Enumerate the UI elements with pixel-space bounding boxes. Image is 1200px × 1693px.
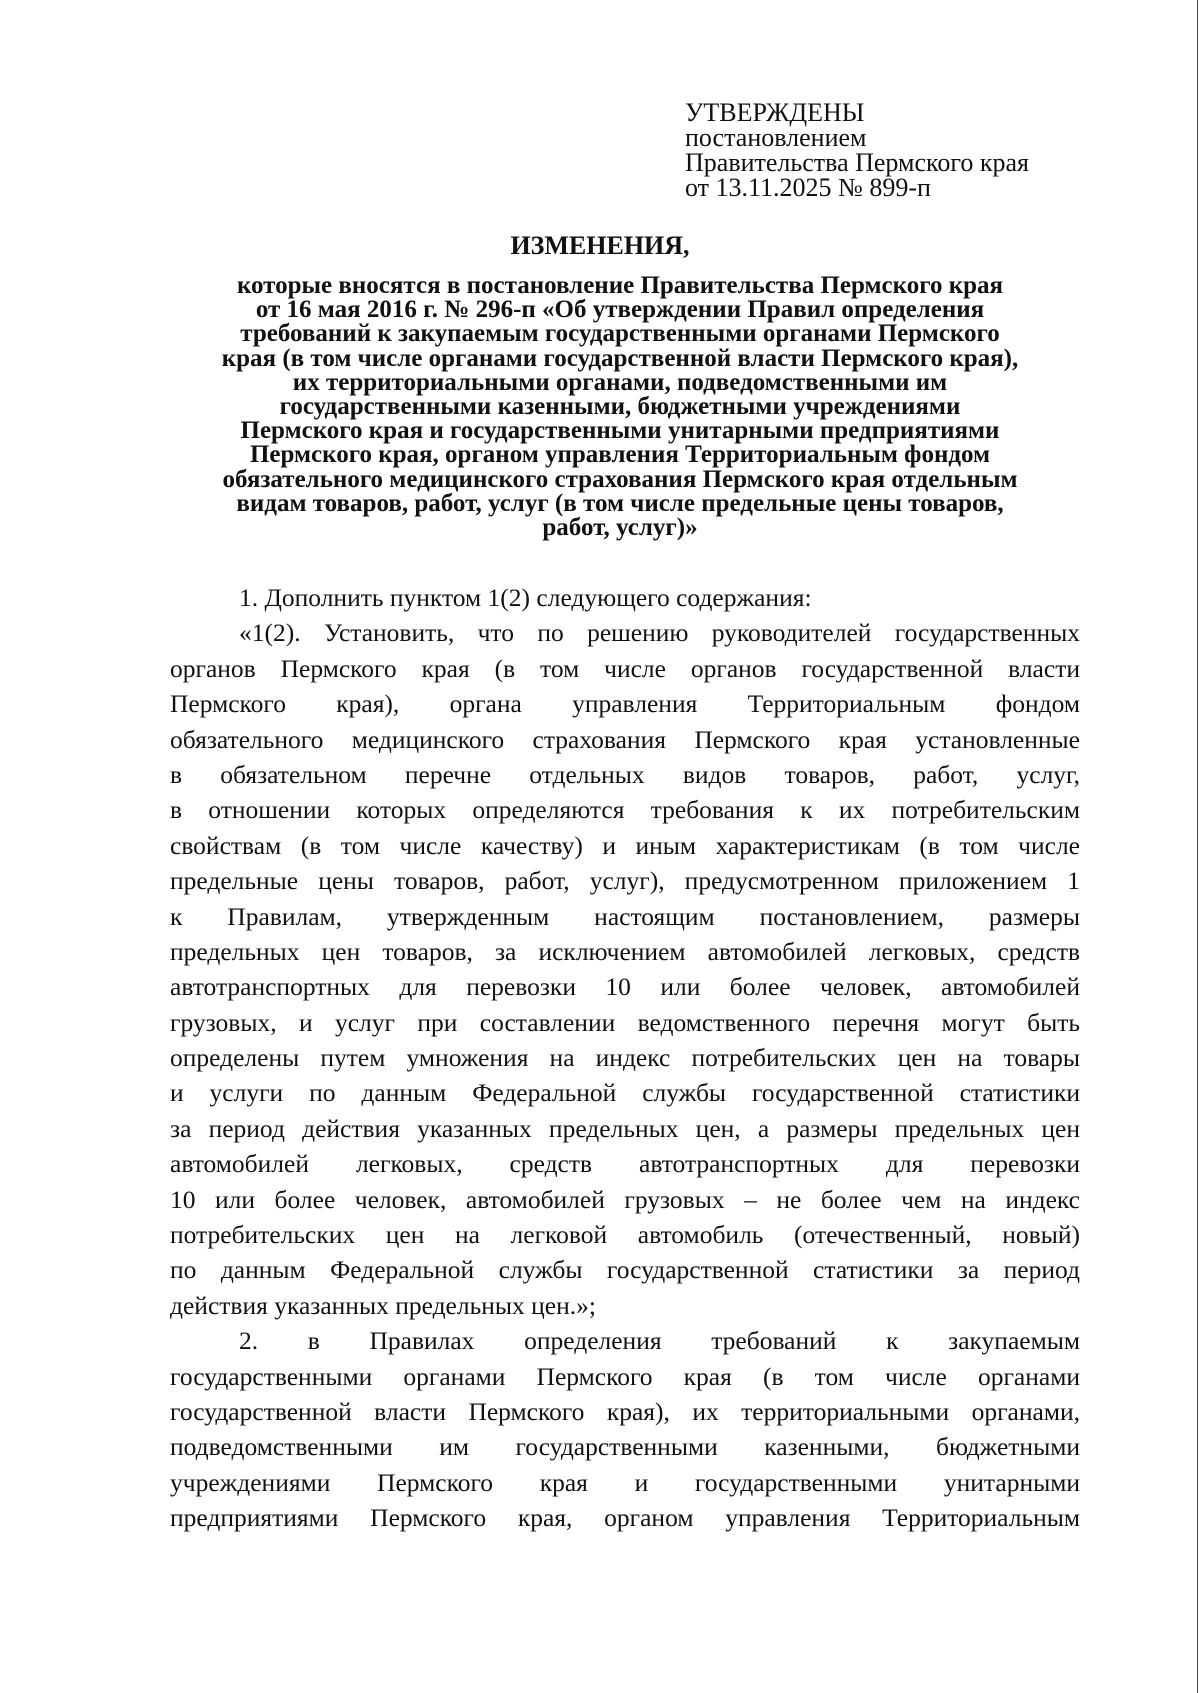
subtitle-line: обязательного медицинского страхования Пермского края отдельным: [222, 465, 1018, 493]
body-line: действия указанных предельных цен.»;: [170, 1290, 596, 1320]
body-line: по данным Федеральной службы государственной статистики за период: [170, 1255, 1080, 1285]
document-body: [170, 580, 1080, 1536]
body-line: автомобилей легковых, средств автотранспортных для перевозки: [170, 1149, 1080, 1179]
body-line: и услуги по данным Федеральной службы государственной статистики: [170, 1078, 1080, 1108]
body-line: свойствам (в том числе качеству) и иным характеристикам (в том числе: [170, 830, 1080, 860]
subtitle-line: их территориальными органами, подведомственными им: [292, 368, 948, 396]
subtitle-line: от 16 мая 2016 г. № 296-п «Об утверждении Правил определения: [255, 296, 985, 324]
body-line: предельных цен товаров, за исключением автомобилей легковых, средств: [170, 936, 1080, 966]
subtitle-line: работ, услуг)»: [542, 514, 698, 542]
body-line: в отношении которых определяются требования к их потребительским: [170, 795, 1080, 825]
subtitle-line: Пермского края, органом управления Территориальным фондом: [249, 441, 991, 469]
body-line: учреждениями Пермского края и государственными унитарными: [170, 1467, 1080, 1497]
body-line: государственными органами Пермского края (в том числе органами: [170, 1361, 1080, 1391]
body-line: в обязательном перечне отдельных видов товаров, работ, услуг,: [170, 759, 1080, 789]
subtitle-line: которые вносятся в постановление Правительства Пермского края: [236, 272, 1004, 299]
body-line: к Правилам, утвержденным настоящим постановлением, размеры: [170, 901, 1080, 931]
body-line: потребительских цен на легковой автомобиль (отечественный, новый): [170, 1220, 1080, 1250]
document-subtitle: [160, 274, 1080, 540]
body-line: государственной власти Пермского края), их территориальными органами,: [170, 1396, 1080, 1426]
subtitle-line: Пермского края и государственными унитарными предприятиями: [240, 417, 1000, 445]
body-line: «1(2). Установить, что по решению руководителей государственных: [239, 618, 1080, 648]
subtitle-line: видам товаров, работ, услуг (в том числе предельные цены товаров,: [236, 489, 1004, 517]
body-line: 1. Дополнить пунктом 1(2) следующего содержания:: [239, 583, 812, 612]
body-line: за период действия указанных предельных цен, а размеры предельных цен: [170, 1113, 1080, 1143]
document-title: ИЗМЕНЕНИЯ,: [510, 231, 690, 260]
body-line: подведомственными им государственными казенными, бюджетными: [170, 1432, 1080, 1462]
body-line: обязательного медицинского страхования Пермского края установленные: [170, 724, 1080, 754]
body-line: 10 или более человек, автомобилей грузовых – не более чем на индекс: [170, 1184, 1080, 1214]
approval-line: УТВЕРЖДЕНЫ: [685, 98, 865, 127]
approval-stamp: [685, 100, 1125, 200]
body-line: автотранспортных для перевозки 10 или более человек, автомобилей: [170, 972, 1080, 1002]
subtitle-line: государственными казенными, бюджетными учреждениями: [279, 393, 961, 421]
approval-line: Правительства Пермского края: [685, 148, 1029, 177]
subtitle-line: края (в том числе органами государственной власти Пермского края),: [221, 344, 1019, 372]
body-line: предельные цены товаров, работ, услуг), предусмотренном приложением 1: [170, 866, 1080, 896]
body-line: предприятиями Пермского края, органом управления Территориальным: [170, 1503, 1080, 1533]
subtitle-line: требований к закупаемым государственными органами Пермского: [240, 320, 1000, 348]
body-line: грузовых, и услуг при составлении ведомственного перечня могут быть: [170, 1007, 1080, 1037]
body-line: Пермского края), органа управления Территориальным фондом: [170, 689, 1080, 719]
approval-line: постановлением: [685, 123, 867, 152]
body-line: 2. в Правилах определения требований к закупаемым: [239, 1326, 1080, 1356]
body-line: определены путем умножения на индекс потребительских цен на товары: [170, 1043, 1080, 1073]
approval-line: от 13.11.2025 № 899-п: [685, 173, 931, 202]
body-line: органов Пермского края (в том числе органов государственной власти: [170, 653, 1080, 683]
